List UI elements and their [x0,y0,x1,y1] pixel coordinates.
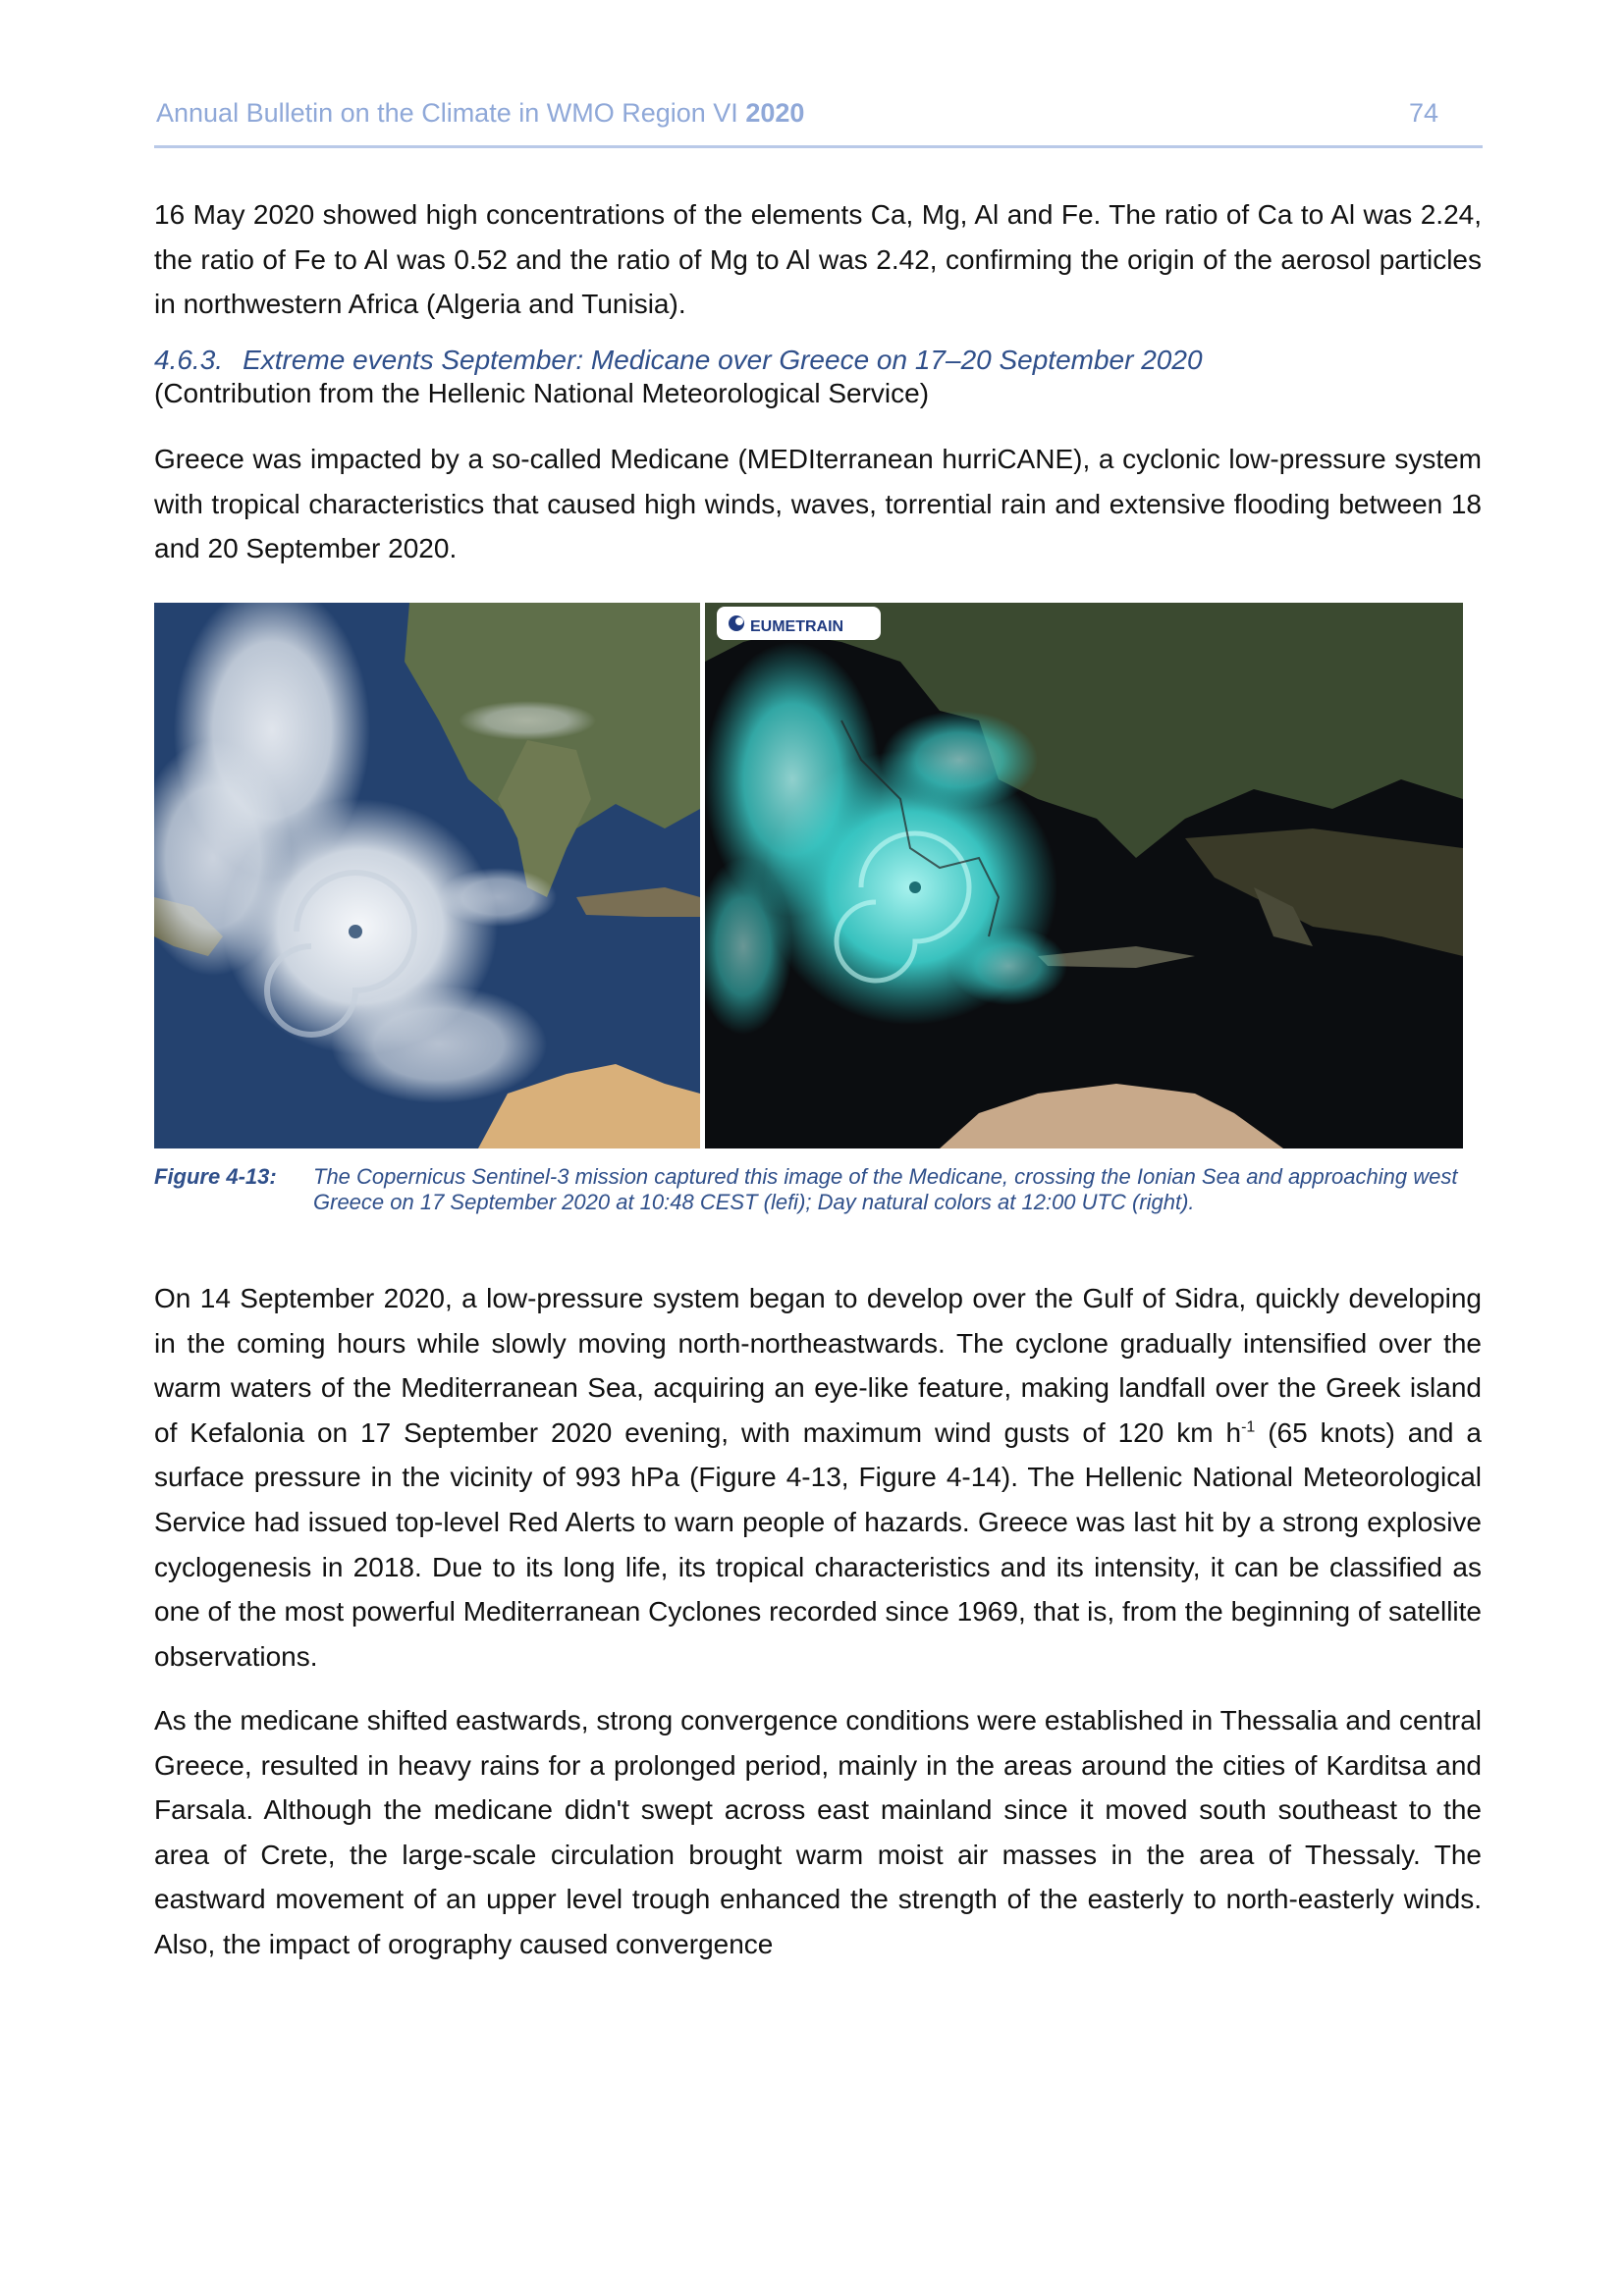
paragraph-1: Greece was impacted by a so-called Medicane (MEDIterranean hurriCANE), a cyclonic low-pressure system with tropical characteristics that caused high winds, waves, torrential rain and extensive flooding between 18 and 20 September 2020. [154,444,1482,564]
eumetrain-logo [717,607,881,640]
section-number: 4.6.3. [154,345,224,375]
paragraph-2: On 14 September 2020, a low-pressure system began to develop over the Gulf of Sidra, quickly developing in the coming hours while slowly moving north-northeastwards. The cyclone gradually intensified over the warm waters of the Mediterranean Sea, acquiring an eye-like feature, making landfall over the Greek island of Kefalonia on 17 September 2020 evening, with maximum wind gusts of 120 km $h^{-1}$ (65 knots) and a surface pressure in the vicinity of 993 hPa (Figure 4-13, Figure 4-14). The Hellenic National Meteorological Service had issued top-level Red Alerts to warn people of hazards. Greece was last hit by a strong explosive cyclogenesis in 2018. Due to its long life, its tropical characteristics and its intensity, it can be classified as one of the most powerful Mediterranean Cyclones recorded since 1969, that is, from the beginning of satellite observations. [154,1283,1482,1672]
caption-label: Figure 4-13: [154,1164,277,1189]
eumetrain-logo-text: EUMETRAIN [750,618,844,635]
intro-paragraph: 16 May 2020 showed high concentrations of the elements Ca, Mg, Al and Fe. The ratio of Ca to Al was 2.24, the ratio of Fe to Al was 0.52 and the ratio of Mg to Al was 2.42, confirming the origin of the aerosol particles in northwestern Africa (Algeria and Tunisia). [154,199,1482,320]
section-title: Extreme events September: Medicane over Greece on 17–20 September 2020 [243,345,1203,375]
header-title: Annual Bulletin on the Climate in WMO Region VI 2020 [156,98,805,128]
header-year: 2020 [745,98,805,128]
page-header [154,96,1483,148]
paragraph-3: As the medicane shifted eastwards, strong convergence conditions were established in Thessalia and central Greece, resulted in heavy rains for a prolonged period, mainly in the areas around the cities of Karditsa and Farsala. Although the medicane didn't swept across east mainland since it moved south southeast to the area of Crete, the large-scale circulation brought warm moist air masses in the area of Thessaly. The eastward movement of an upper level trough enhanced the strength of the easterly to north-easterly winds. Also, the impact of orography caused convergence [154,1705,1482,1959]
superscript-minus-one: -1 [1241,1418,1256,1436]
caption-text: The Copernicus Sentinel-3 mission captured this image of the Medicane, crossing the Ionian Sea and approaching west Greece on 17 September 2020 at 10:48 CEST (lefi); Day natural colors at 12:00 UTC (right). [313,1164,1458,1214]
right-satellite-image [694,603,1463,1148]
left-satellite-image [154,603,700,1148]
section-heading [154,344,1482,410]
section-contribution: (Contribution from the Hellenic National Meteorological Service) [154,378,930,408]
page-number: 74 [1408,98,1438,128]
figure-4-13 [154,603,1463,1148]
